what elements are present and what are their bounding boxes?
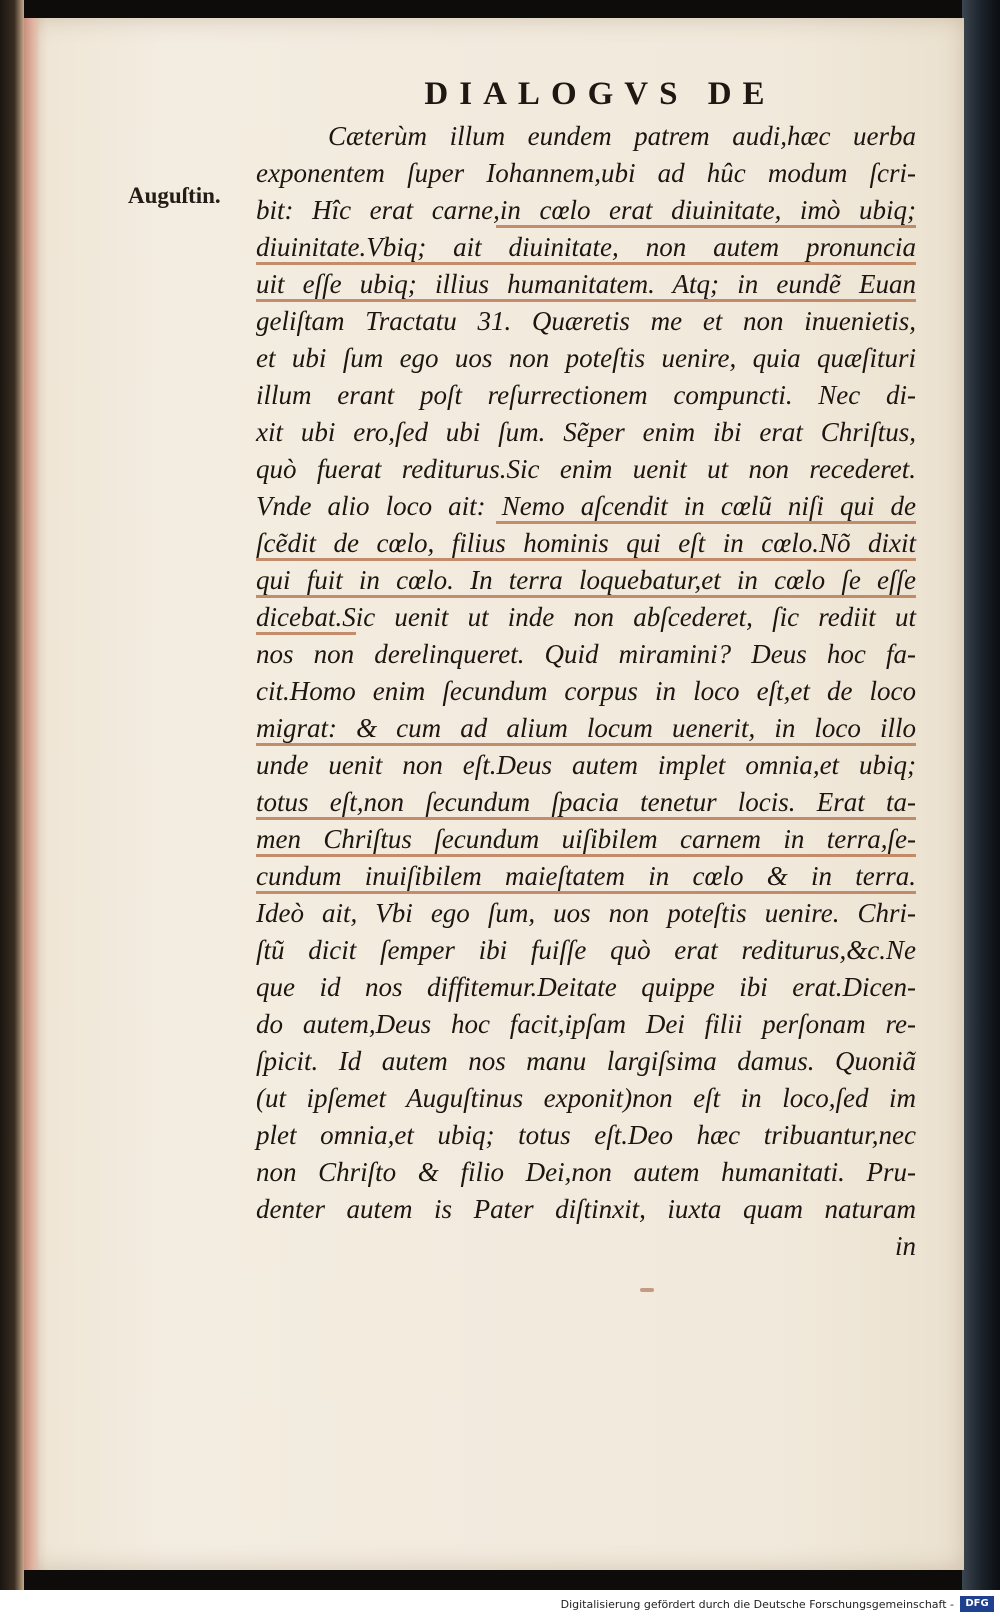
dfg-logo-icon: DFG (960, 1596, 994, 1612)
footer-credit: Digitalisierung gefördert durch die Deutsche Forschungsgemeinschaft - (560, 1598, 954, 1611)
text-line: illum erant poſt reſurrectionem compuncti. Nec di- (256, 380, 916, 410)
ink-mark (640, 1288, 654, 1292)
text-line: ſcẽdit de cœlo, filius hominis qui eſt in cœlo.Nõ dixit (256, 525, 916, 562)
text-line: nos non derelinqueret. Quid miramini? Deus hoc fa- (256, 639, 916, 669)
text-line: denter autem is Pater diſtinxit, iuxta quam naturam (256, 1194, 916, 1224)
text-line: do autem,Deus hoc facit,ipſam Dei filii perſonam re- (256, 1009, 916, 1039)
body-text (256, 118, 916, 1265)
book-edge-right (962, 0, 1000, 1590)
text-line: plet omnia,et ubiq; totus eſt.Deo hæc tribuantur,nec (256, 1120, 916, 1150)
text-line: quò fuerat rediturus.Sic enim uenit ut non recederet. (256, 454, 916, 484)
catchword: in (894, 1231, 916, 1261)
text-line: cundum inuiſibilem maieſtatem in cœlo & in terra. (256, 858, 916, 895)
text-line: que id nos diffitemur.Deitate quippe ibi erat.Dicen- (256, 972, 916, 1002)
text-line: ſpicit. Id autem nos manu largiſsima damus. Quoniã (256, 1046, 916, 1076)
text-line: men Chriſtus ſecundum uiſibilem carnem in terra,ſe- (256, 821, 916, 858)
page-gutter-stain (24, 18, 40, 1570)
text-line: unde uenit non eſt.Deus autem implet omnia,et ubiq; (256, 750, 916, 780)
text-line: xit ubi ero,ſed ubi ſum. Sẽper enim ibi erat Chriſtus, (256, 417, 916, 447)
footer-bar (0, 1590, 1000, 1620)
text-line: Cæterùm illum eundem patrem audi,hæc uerba (328, 121, 916, 151)
text-line: Vnde alio loco ait: Nemo aſcendit in cœlũ niſi qui de (256, 488, 916, 525)
text-line: non Chriſto & filio Dei,non autem humanitati. Pru- (256, 1157, 916, 1187)
text-line: dicebat.Sic uenit ut inde non abſcederet, ſic rediit ut (256, 599, 916, 636)
text-line: diuinitate.Vbiq; ait diuinitate, non autem pronuncia (256, 229, 916, 266)
running-head: DIALOGVS DE (424, 76, 776, 112)
text-line: bit: Hîc erat carne,in cœlo erat diuinitate, imò ubiq; (256, 192, 916, 229)
text-line: qui fuit in cœlo. In terra loquebatur,et in cœlo ſe eſſe (256, 562, 916, 599)
text-line: Ideò ait, Vbi ego ſum, uos non poteſtis uenire. Chri- (256, 898, 916, 928)
text-line: ſtũ dicit ſemper ibi fuiſſe quò erat rediturus,&c.Ne (256, 935, 916, 965)
text-line: migrat: & cum ad alium locum uenerit, in loco illo (256, 710, 916, 747)
text-line: (ut ipſemet Auguſtinus exponit)non eſt in loco,ſed im (256, 1083, 916, 1113)
marginal-note: Auguſtin. (128, 183, 221, 208)
text-line: uit eſſe ubiq; illius humanitatem. Atq; in eundẽ Euan (256, 266, 916, 303)
text-line: totus eſt,non ſecundum ſpacia tenetur locis. Erat ta- (256, 784, 916, 821)
text-line: cit.Homo enim ſecundum corpus in loco eſt,et de loco (256, 676, 916, 706)
text-line: geliſtam Tractatu 31. Quæretis me et non inuenietis, (256, 306, 916, 336)
text-line: et ubi ſum ego uos non poteſtis uenire, quia quæſituri (256, 343, 916, 373)
text-line: exponentem ſuper Iohannem,ubi ad hûc modum ſcri- (256, 158, 916, 188)
book-edge-left (0, 0, 24, 1590)
